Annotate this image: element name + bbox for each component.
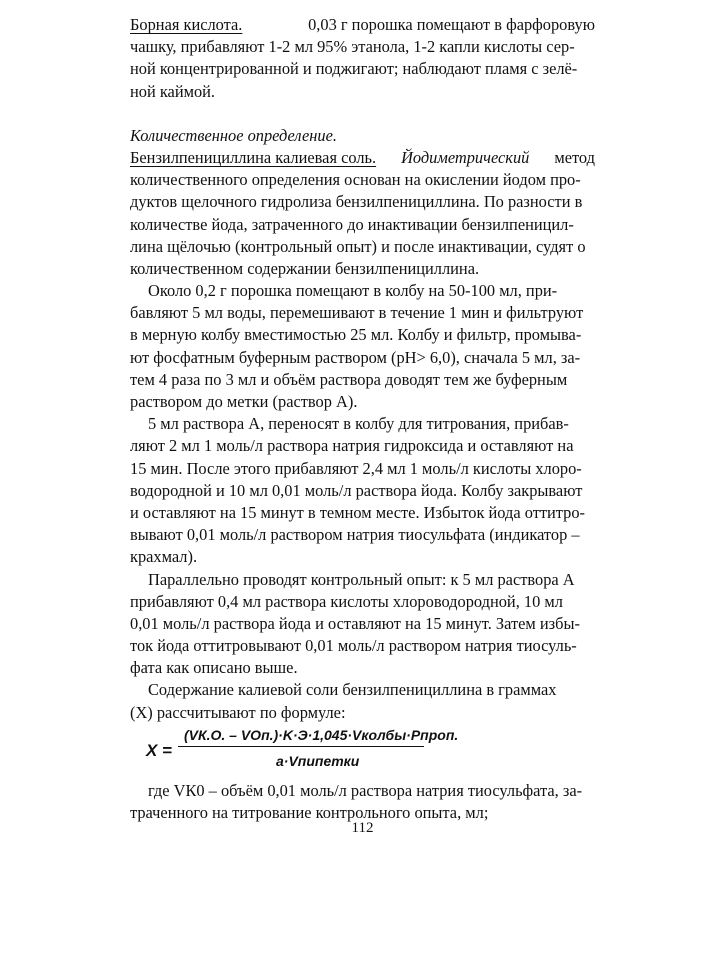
text-line: 5 мл раствора А, переносят в колбу для титрования, прибав-: [148, 414, 569, 434]
text-line: [130, 147, 595, 169]
fraction-bar: [178, 746, 424, 747]
text-line: ток йода оттитровывают 0,01 моль/л раствором натрия тиосуль-: [130, 636, 577, 656]
text-line: количестве йода, затраченного до инактивации бензилпеницил-: [130, 214, 574, 234]
text-line: фата как описано выше.: [130, 658, 298, 678]
text-fragment: метод: [554, 147, 595, 167]
text-line: и оставляют на 15 минут в темном месте. Избыток йода оттитро-: [130, 502, 586, 522]
text-line: количественного определения основан на окислении йодом про-: [130, 170, 581, 190]
text-line: дуктов щелочного гидролиза бензилпенициллина. По разности в: [130, 192, 583, 212]
text-line: траченного на титрование контрольного опыта, мл;: [130, 803, 489, 822]
text-line: бавляют 5 мл воды, перемешивают в течение 1 мин и фильтруют: [130, 303, 584, 323]
text-line: крахмал).: [130, 547, 198, 567]
text-line: ют фосфатным буферным раствором (pH> 6,0), сначала 5 мл, за-: [130, 347, 581, 367]
formula-lhs: X =: [146, 740, 172, 760]
text-line: Около 0,2 г порошка помещают в колбу на 50-100 мл, при-: [148, 281, 558, 301]
text-line: ляют 2 мл 1 моль/л раствора натрия гидроксида и оставляют на: [130, 436, 574, 456]
page-body: [130, 14, 595, 824]
substance-heading: Борная кислота.: [130, 15, 243, 34]
text-line: где VК0 – объём 0,01 моль/л раствора натрия тиосульфата, за-: [148, 780, 583, 800]
text-line: Параллельно проводят контрольный опыт: к 5 мл раствора А: [148, 569, 575, 589]
text-line: водородной и 10 мл 0,01 моль/л раствора йода. Колбу закрывают: [130, 480, 583, 500]
text-line: раствором до метки (раствор А).: [130, 392, 358, 411]
formula-numerator: (VК.О. – VОп.)·K·Э·1,045·Vколбы·Pпроп.: [184, 726, 459, 743]
text-line: прибавляют 0,4 мл раствора кислоты хлороводородной, 10 мл: [130, 591, 563, 611]
text-line: вывают 0,01 моль/л раствором натрия тиосульфата (индикатор –: [130, 525, 580, 545]
text-line: 0,01 моль/л раствора йода и оставляют на 15 минут. Затем избы-: [130, 613, 580, 633]
text-line: чашку, прибавляют 1-2 мл 95% этанола, 1-2 капли кислоты сер-: [130, 37, 575, 57]
text-fragment: 0,03 г порошка помещают в фарфоровую: [308, 15, 595, 34]
text-line: тем 4 раза по 3 мл и объём раствора доводят тем же буферным: [130, 369, 568, 389]
text-line: количественном содержании бензилпенициллина.: [130, 258, 480, 278]
text-line: ной каймой.: [130, 81, 216, 101]
page-number: 112: [351, 820, 374, 836]
text-line: [130, 14, 595, 36]
text-line: лина щёлочью (контрольный опыт) и после инактивации, судят о: [130, 236, 586, 256]
text-line: в мерную колбу вместимостью 25 мл. Колбу и фильтр, промыва-: [130, 325, 582, 345]
text-line: Содержание калиевой соли бензилпенициллина в граммах: [148, 680, 557, 700]
substance-heading: Бензилпенициллина калиевая соль.: [130, 147, 377, 167]
section-title: Количественное определение.: [130, 125, 337, 145]
method-name: Йодиметрический: [401, 147, 530, 167]
text-line: 15 мин. После этого прибавляют 2,4 мл 1 моль/л кислоты хлоро-: [130, 458, 582, 478]
text-line: ной концентрированной и поджигают; наблюдают пламя с зелё-: [130, 59, 578, 79]
text-line: (Х) рассчитывают по формуле:: [130, 702, 346, 722]
formula-denominator: a·Vпипетки: [276, 752, 360, 769]
formula: [130, 724, 595, 780]
